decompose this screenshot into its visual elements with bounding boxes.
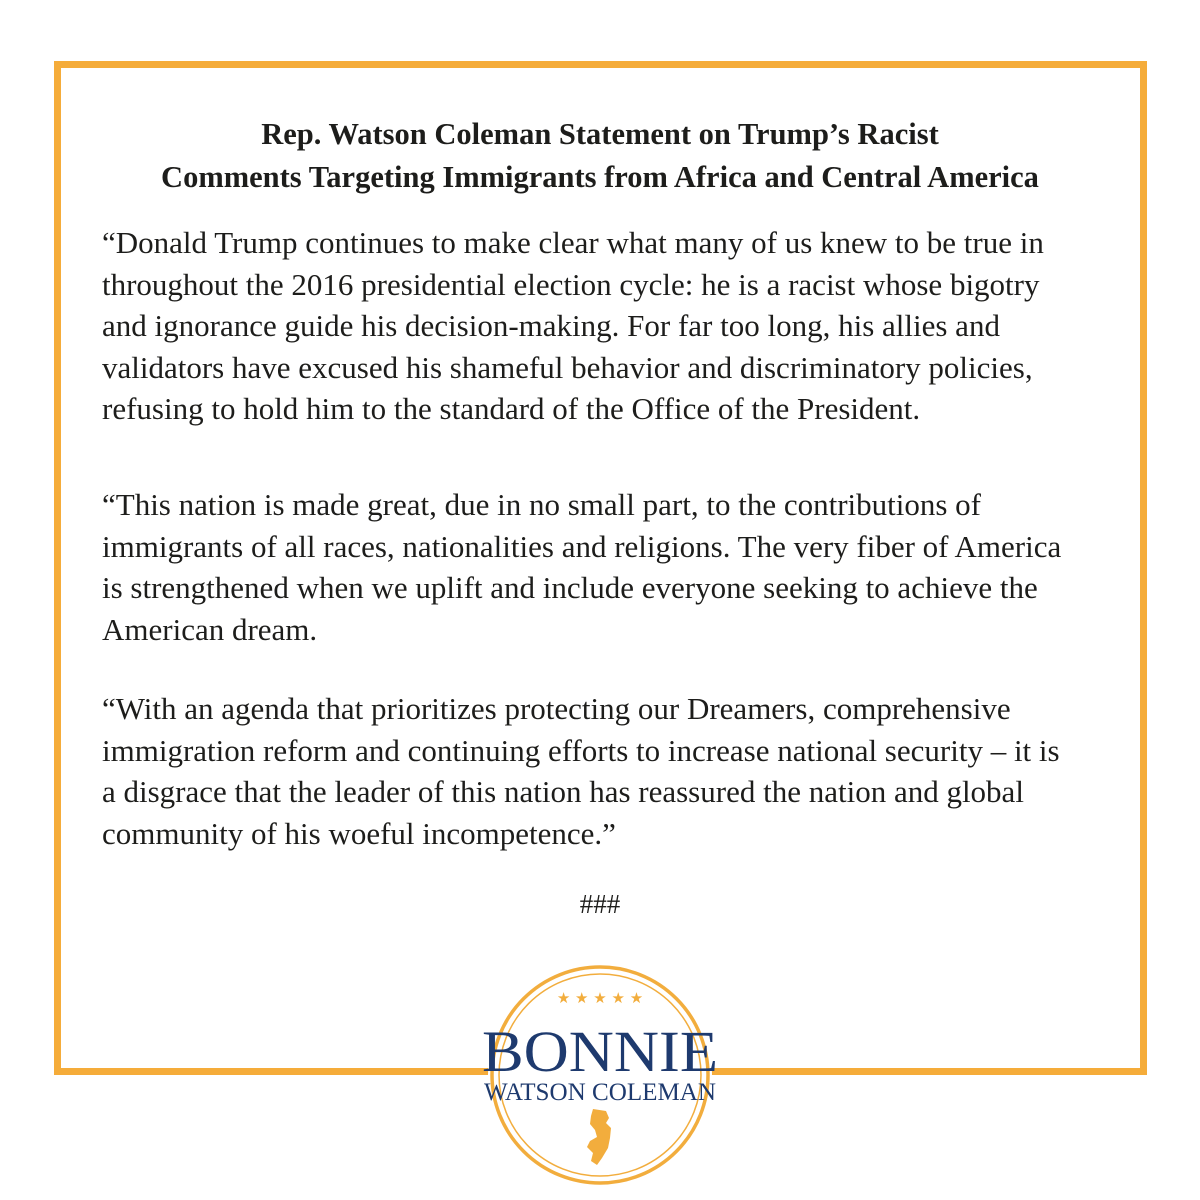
paragraph-2-line-2: immigrants of all races, nationalities and religions. The very fiber of America: [102, 528, 1062, 564]
campaign-seal-logo: [469, 960, 731, 1200]
paragraph-3-line-3: a disgrace that the leader of this nation has reassured the nation and global: [102, 774, 1024, 809]
paragraph-2-line-1: “This nation is made great, due in no small part, to the contributions of: [102, 487, 982, 522]
paragraph-3-line-2: immigration reform and continuing efforts to increase national security – it is: [102, 732, 1060, 768]
paragraph-2-line-4: American dream.: [102, 611, 318, 647]
paragraph-3: [102, 688, 1112, 854]
paragraph-2: [102, 484, 1112, 650]
paragraph-1-line-3: and ignorance guide his decision-making. For far too long, his allies and: [102, 308, 1000, 343]
paragraph-3-line-1: “With an agenda that prioritizes protecting our Dreamers, comprehensive: [102, 691, 1011, 726]
paragraph-1-line-2: throughout the 2016 presidential election cycle: he is a racist whose bigotry: [102, 266, 1040, 302]
logo-name-bonnie: BONNIE: [482, 1019, 718, 1084]
logo-name-watson-coleman: WATSON COLEMAN: [484, 1079, 716, 1106]
title-line-1: Rep. Watson Coleman Statement on Trump’s Racist: [261, 117, 939, 151]
paragraph-2-line-3: is strengthened when we uplift and include everyone seeking to achieve the: [102, 570, 1038, 605]
statement-title: [0, 113, 1200, 199]
end-of-release-mark: ###: [579, 889, 621, 919]
paragraph-1: [102, 222, 1112, 430]
paragraph-1-line-1: “Donald Trump continues to make clear what many of us knew to be true in: [102, 225, 1044, 260]
paragraph-3-line-4: community of his woeful incompetence.”: [102, 815, 616, 851]
paragraph-1-line-4: validators have excused his shameful behavior and discriminatory policies,: [102, 349, 1033, 385]
paragraph-1-line-5: refusing to hold him to the standard of the Office of the President.: [102, 391, 921, 426]
title-line-2: Comments Targeting Immigrants from Africa and Central America: [161, 160, 1039, 194]
seal-stars: ★ ★ ★ ★ ★: [556, 989, 644, 1007]
